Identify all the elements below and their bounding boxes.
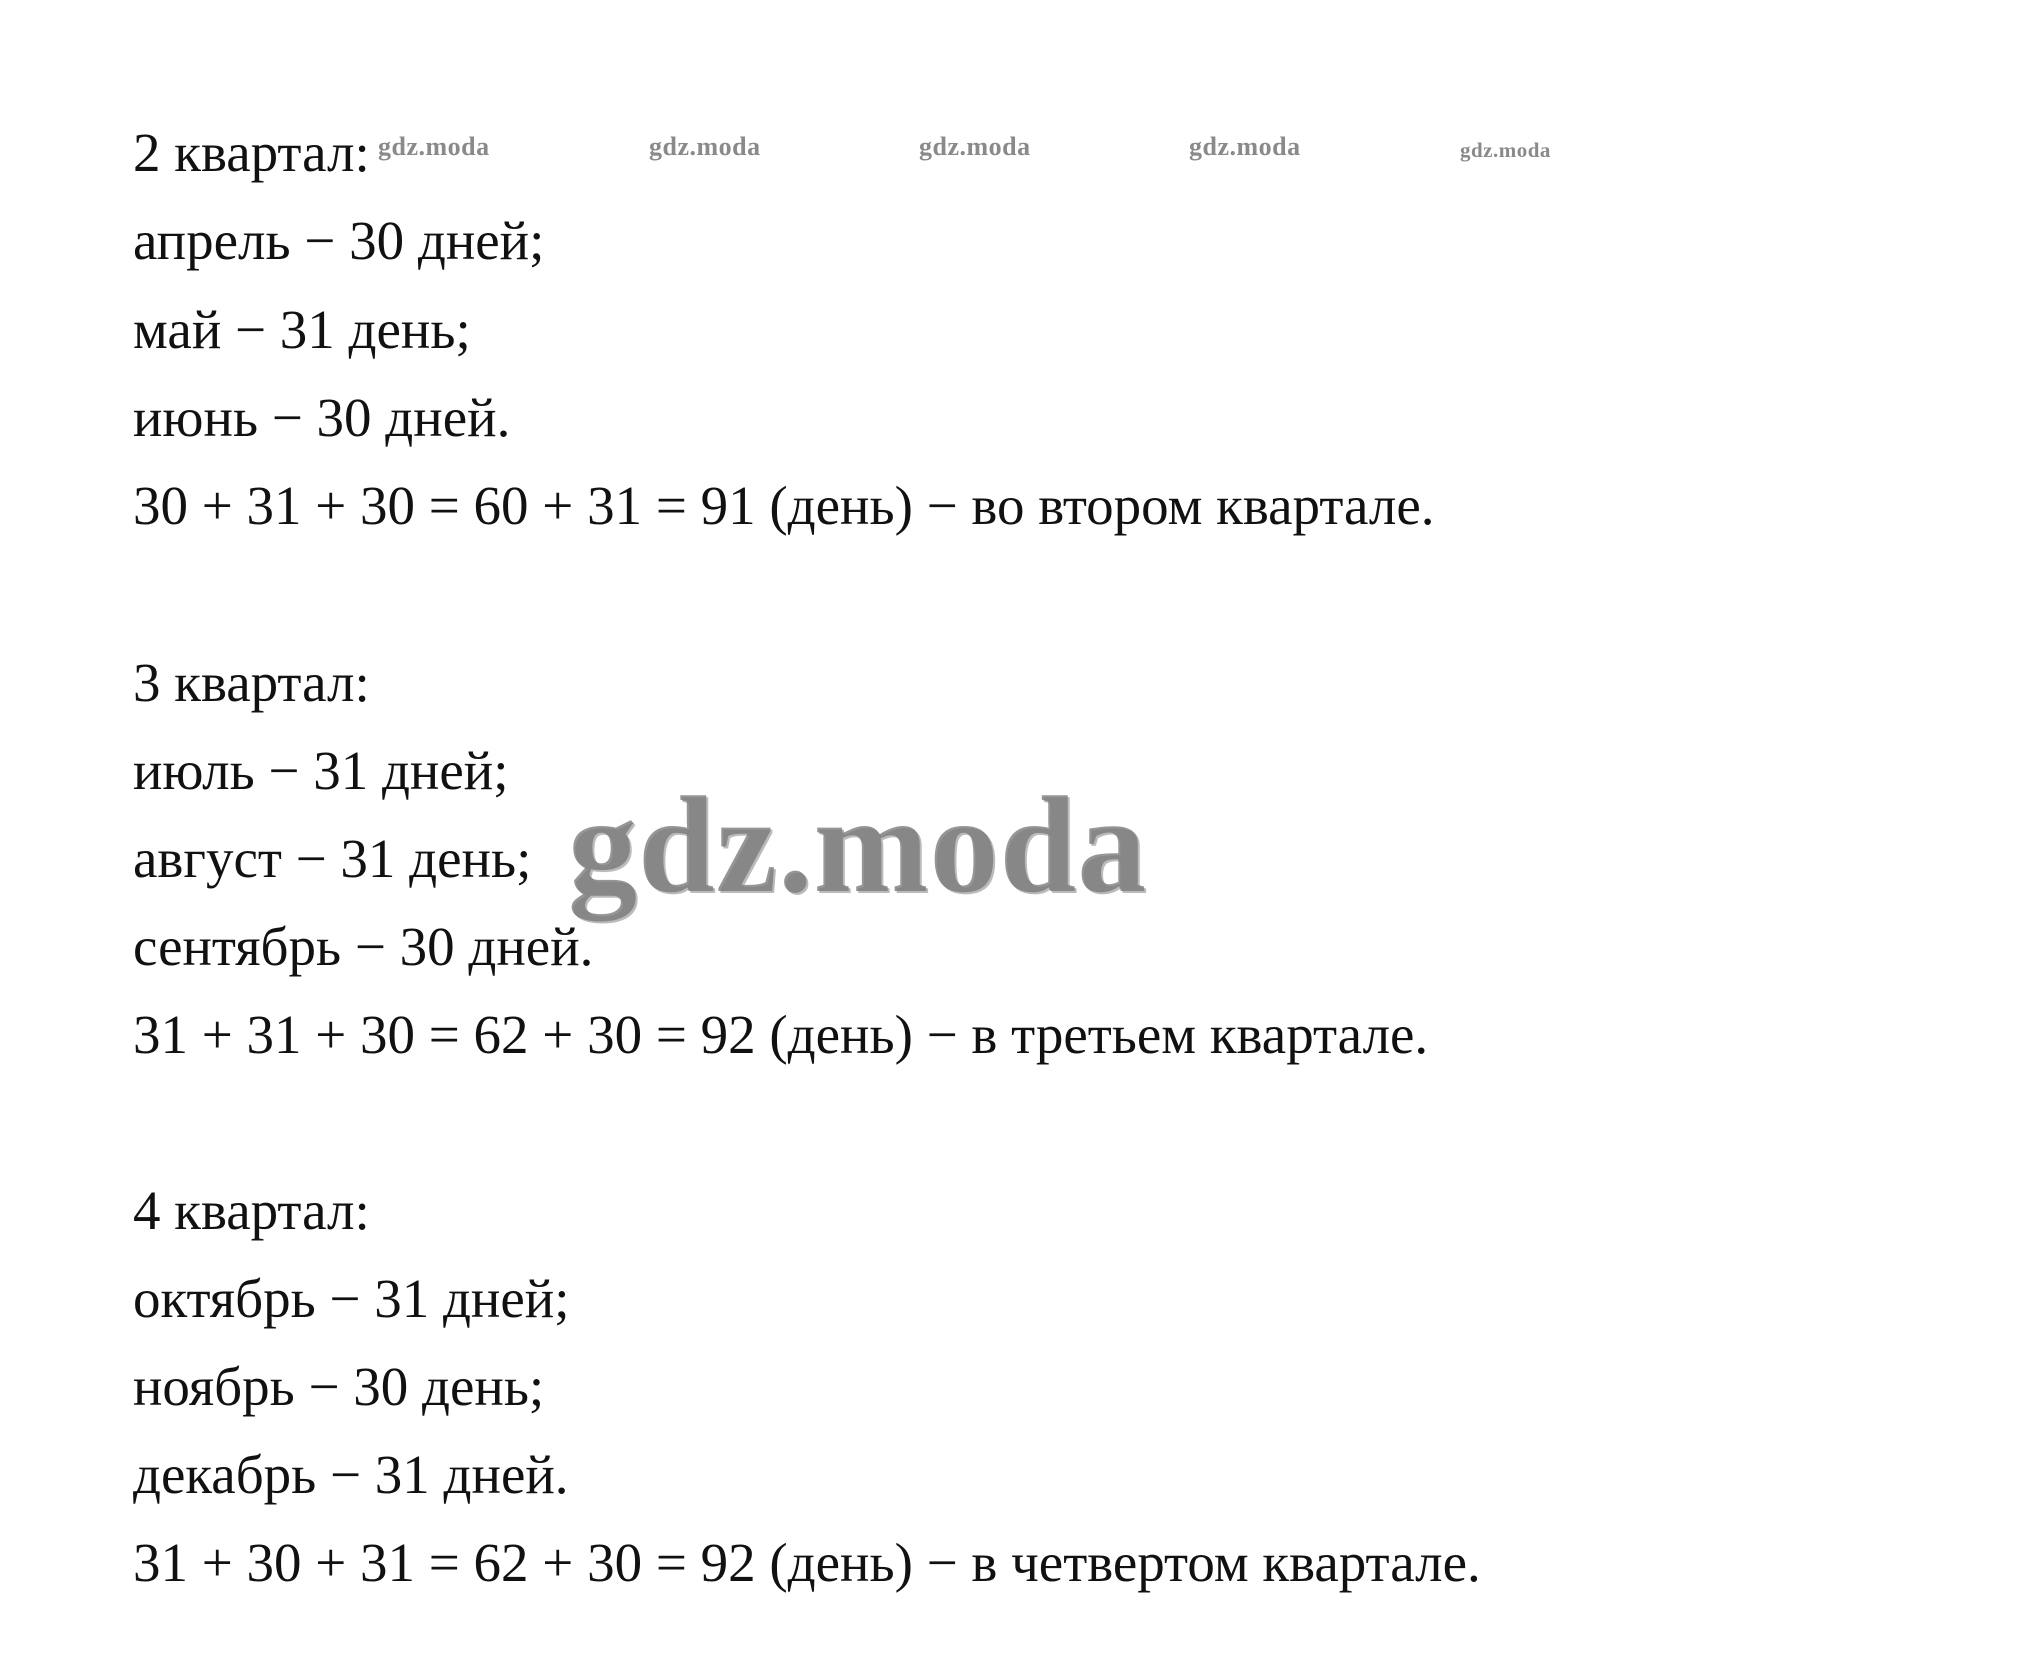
- watermark-small: gdz.moda: [649, 132, 761, 161]
- quarter-3-line-september: сентябрь − 30 дней.: [133, 916, 594, 977]
- watermark-small: gdz.moda: [1189, 132, 1301, 161]
- quarter-4-line-october: октябрь − 31 дней;: [133, 1268, 570, 1329]
- quarter-2-title: 2 квартал:: [133, 122, 370, 183]
- quarter-2-sum: 30 + 31 + 30 = 60 + 31 = 91 (день) − во втором квартале.: [133, 475, 1435, 536]
- quarter-4-title: 4 квартал:: [133, 1180, 370, 1241]
- quarter-2-line-june: июнь − 30 дней.: [133, 387, 511, 448]
- watermark-large: gdz.moda: [568, 768, 1148, 921]
- quarter-3-line-august: август − 31 день;: [133, 828, 532, 889]
- quarter-4-line-november: ноябрь − 30 день;: [133, 1356, 545, 1417]
- quarter-3-sum: 31 + 31 + 30 = 62 + 30 = 92 (день) − в третьем квартале.: [133, 1004, 1429, 1065]
- quarter-2-line-may: май − 31 день;: [133, 299, 471, 360]
- quarter-4-sum: 31 + 30 + 31 = 62 + 30 = 92 (день) − в четвертом квартале.: [133, 1532, 1481, 1593]
- quarter-2-line-april: апрель − 30 дней;: [133, 210, 545, 271]
- watermark-small: gdz.moda: [1460, 138, 1551, 162]
- quarter-3-title: 3 квартал:: [133, 652, 370, 713]
- quarter-3-line-july: июль − 31 дней;: [133, 740, 509, 801]
- quarter-4-line-december: декабрь − 31 дней.: [133, 1444, 569, 1505]
- watermark-small: gdz.moda: [919, 132, 1031, 161]
- watermark-small: gdz.moda: [378, 132, 490, 161]
